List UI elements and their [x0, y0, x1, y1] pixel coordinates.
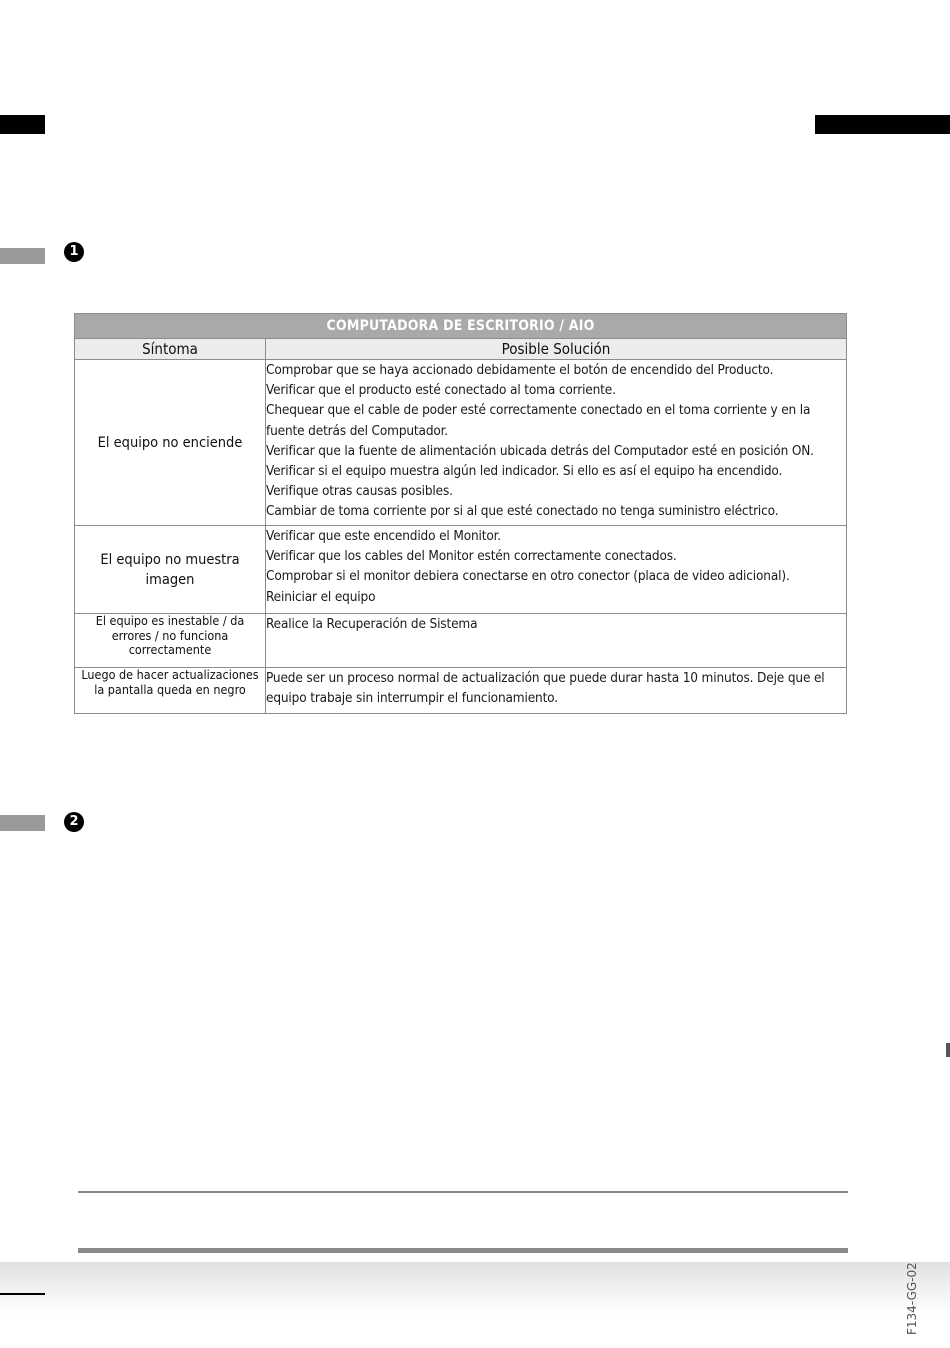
- header-bar-right: [815, 115, 950, 134]
- section-tab-1: [0, 248, 45, 264]
- solution-cell: [266, 526, 847, 614]
- header-bar-left: [0, 115, 45, 134]
- table-row: [75, 360, 847, 526]
- solution-line: Verifique otras causas posibles.: [266, 483, 453, 500]
- page-edge-mark: [946, 1043, 950, 1057]
- troubleshooting-table: [74, 313, 847, 714]
- column-header-symptom: Síntoma: [75, 339, 266, 360]
- symptom-cell: El equipo es inestable / da errores / no funciona correctamente: [75, 614, 266, 668]
- solution-line: Cambiar de toma corriente por si al que esté conectado no tenga suministro eléctrico.: [266, 503, 779, 520]
- solution-line: Comprobar que se haya accionado debidamente el botón de encendido del Producto.: [266, 362, 774, 378]
- solution-cell: [266, 614, 847, 668]
- solution-cell: [266, 360, 847, 526]
- solution-line: Puede ser un proceso normal de actualización que puede durar hasta 10 minutos. Deje que el equipo trabaje sin interrumpir el funcionamiento.: [266, 670, 825, 707]
- solution-line: Comprobar si el monitor debiera conectarse en otro conector (placa de video adicional).: [266, 568, 790, 585]
- table-row: [75, 526, 847, 614]
- solution-cell: [266, 668, 847, 714]
- table-row: [75, 614, 847, 668]
- table-row: [75, 668, 847, 714]
- table-title-row: [75, 314, 847, 339]
- footer-band: [0, 1262, 950, 1314]
- solution-line: Verificar que el producto esté conectado al toma corriente.: [266, 382, 616, 399]
- solution-line: Realice la Recuperación de Sistema: [266, 616, 478, 632]
- table-title: COMPUTADORA DE ESCRITORIO / AIO: [75, 314, 847, 339]
- solution-line: Chequear que el cable de poder esté correctamente conectado en el toma corriente y en la fuente detrás del Computador.: [266, 402, 811, 439]
- footer-divider-thin: [78, 1191, 848, 1193]
- solution-line: Verificar si el equipo muestra algún led indicador. Si ello es así el equipo ha encendido.: [266, 463, 783, 480]
- footer-underline: [0, 1293, 45, 1295]
- table-header-row: [75, 339, 847, 360]
- solution-line: Reiniciar el equipo: [266, 588, 376, 605]
- solution-line: Verificar que los cables del Monitor estén correctamente conectados.: [266, 548, 677, 565]
- document-code: F134-GG-02: [905, 1262, 919, 1335]
- footer-divider-thick: [78, 1248, 848, 1253]
- column-header-solution: Posible Solución: [266, 339, 847, 360]
- section-number-1-icon: 1: [64, 242, 84, 262]
- symptom-cell: Luego de hacer actualizaciones la pantalla queda en negro: [75, 668, 266, 714]
- solution-line: Verificar que la fuente de alimentación ubicada detrás del Computador esté en posición ON.: [266, 442, 814, 459]
- symptom-cell: El equipo no muestra imagen: [75, 526, 266, 614]
- section-tab-2: [0, 815, 45, 831]
- section-number-2-icon: 2: [64, 812, 84, 832]
- solution-line: Verificar que este encendido el Monitor.: [266, 528, 501, 544]
- symptom-cell: El equipo no enciende: [75, 360, 266, 526]
